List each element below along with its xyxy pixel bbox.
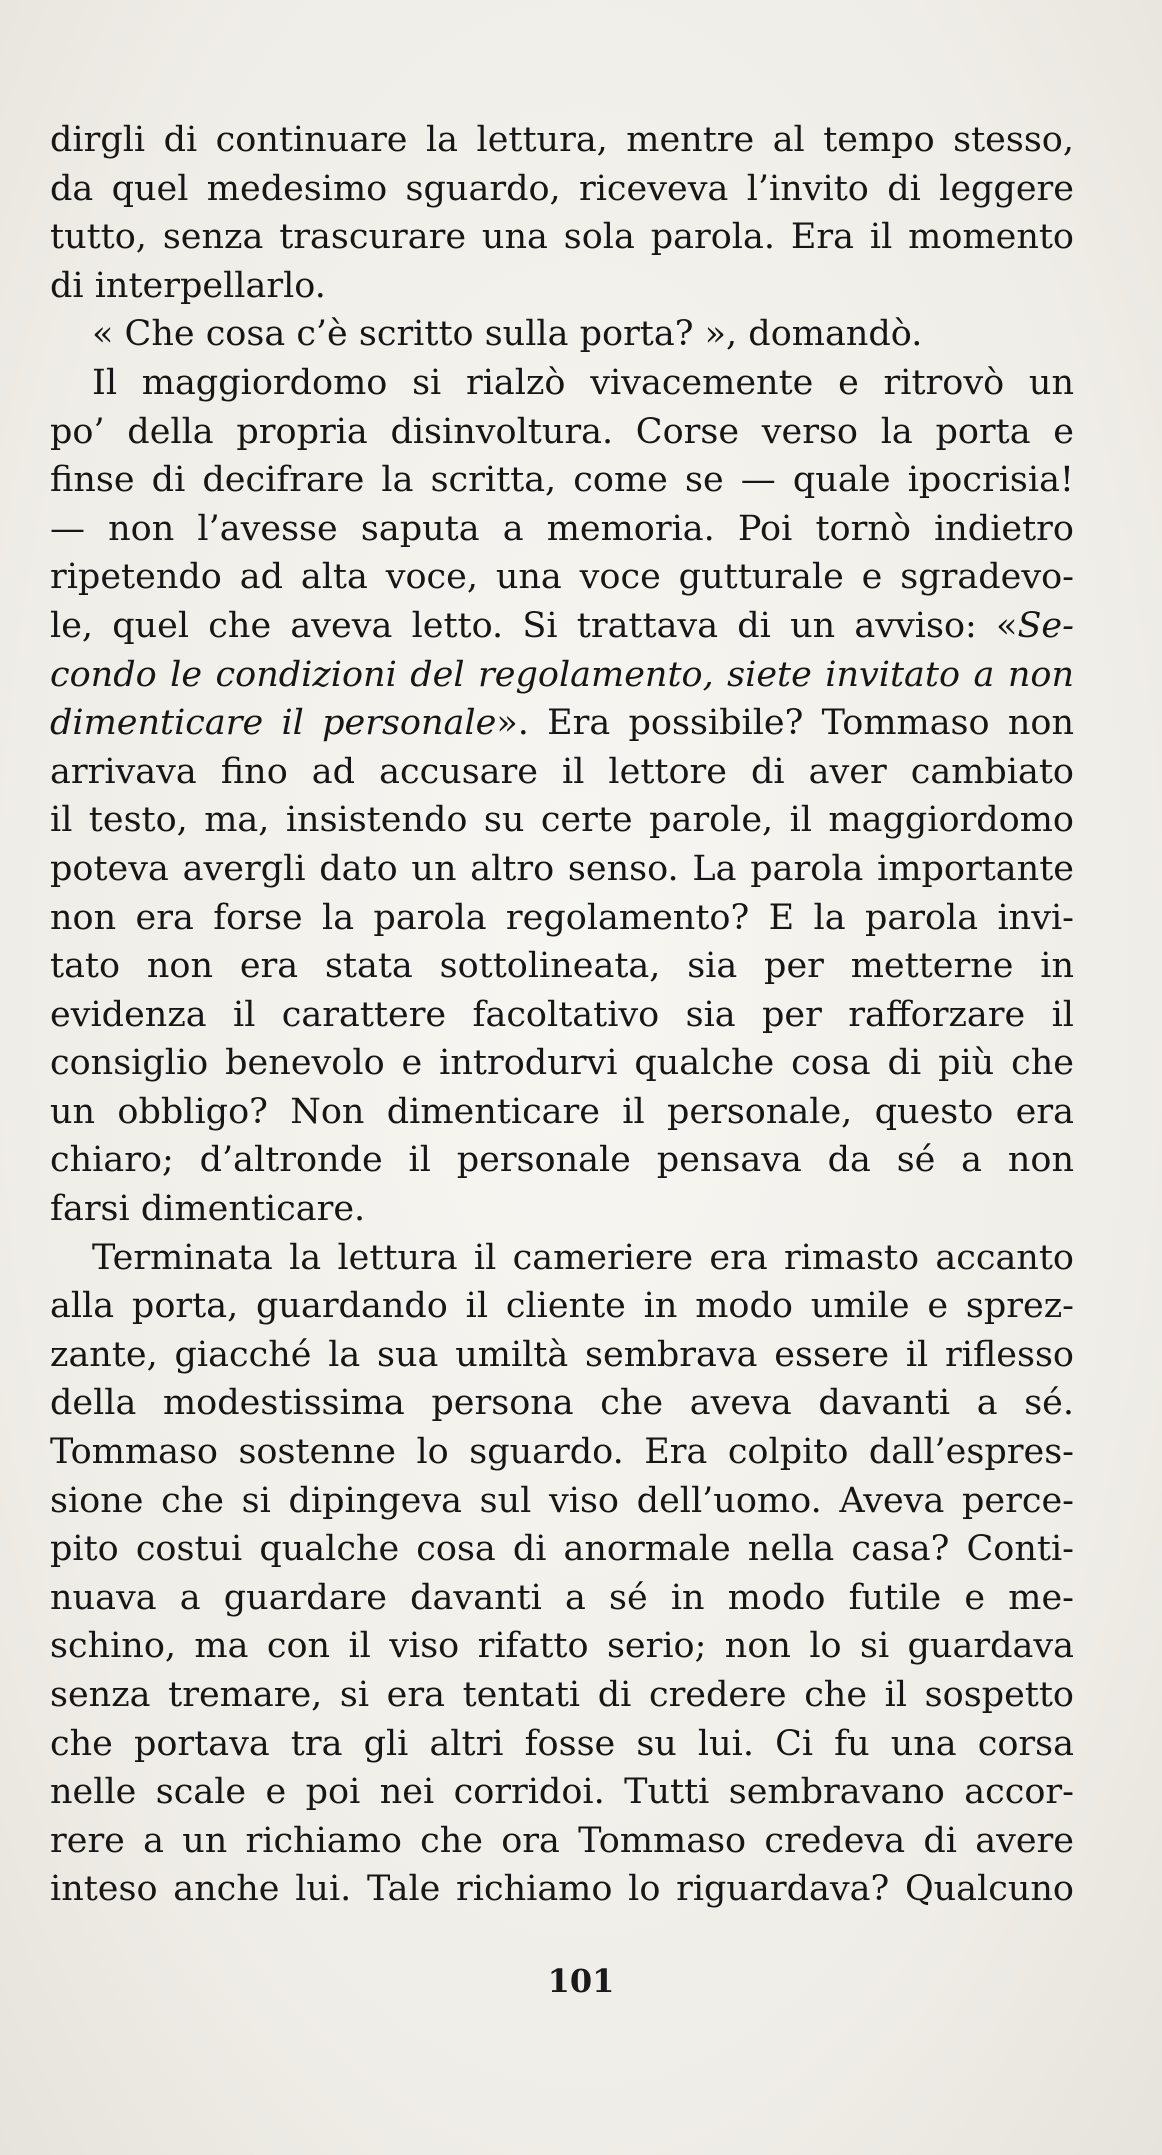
text-line: nuava a guardare davanti a sé in modo futile e me- (50, 1577, 1074, 1618)
text-line: rere a un richiamo che ora Tommaso credeva di avere (50, 1820, 1074, 1861)
page-number: 101 (547, 1962, 615, 2000)
text-line: sione che si dipingeva sul viso dell’uomo. Aveva perce- (50, 1480, 1074, 1521)
text-segment: « (996, 605, 1018, 646)
text-line: ripetendo ad alta voce, una voce gutturale e sgradevo- (50, 557, 1074, 598)
body-text (50, 116, 1074, 1914)
text-line: « Che cosa c’è scritto sulla porta? », domandò. (92, 314, 923, 355)
text-line: della modestissima persona che aveva davanti a sé. (50, 1383, 1074, 1424)
text-line: nelle scale e poi nei corridoi. Tutti sembravano accor- (50, 1772, 1074, 1813)
text-line: non era forse la parola regolamento? E la parola invi- (50, 897, 1074, 938)
text-line: un obbligo? Non dimenticare il personale, questo era (50, 1091, 1074, 1132)
text-line: finse di decifrare la scritta, come se — quale ipocrisia! (50, 460, 1074, 501)
text-line: Terminata la lettura il cameriere era rimasto accanto (92, 1237, 1074, 1278)
text-segment: ». Era possibile? Tommaso non (496, 703, 1074, 744)
text-line: inteso anche lui. Tale richiamo lo riguardava? Qualcuno (50, 1869, 1074, 1910)
text-line: alla porta, guardando il cliente in modo umile e sprez- (50, 1286, 1074, 1327)
text-line: evidenza il carattere facoltativo sia per rafforzare il (50, 994, 1074, 1035)
text-line: tato non era stata sottolineata, sia per metterne in (50, 946, 1074, 987)
text-line: che portava tra gli altri fosse su lui. Ci fu una corsa (50, 1723, 1074, 1764)
italic-line: condo le condizioni del regolamento, siete invitato a non (50, 654, 1074, 695)
text-line: tutto, senza trascurare una sola parola. Era il momento (50, 217, 1074, 258)
text-line: dirgli di continuare la lettura, mentre al tempo stesso, (50, 120, 1074, 160)
text-line: — non l’avesse saputa a memoria. Poi tornò indietro (50, 508, 1074, 549)
text-line: farsi dimenticare. (50, 1189, 366, 1230)
text-line: consiglio benevolo e introdurvi qualche cosa di più che (50, 1043, 1074, 1084)
text-line: Il maggiordomo si rialzò vivacemente e ritrovò un (92, 362, 1074, 403)
text-line: senza tremare, si era tentati di credere che il sospetto (50, 1675, 1074, 1715)
text-line: il testo, ma, insistendo su certe parole, il maggiordomo (50, 800, 1074, 841)
text-line: po’ della propria disinvoltura. Corse verso la porta e (50, 411, 1074, 452)
text-line (50, 602, 1074, 651)
text-line: poteva avergli dato un altro senso. La parola importante (50, 848, 1074, 889)
text-line: di interpellarlo. (50, 265, 326, 306)
text-segment: le, quel che aveva letto. Si trattava di un avviso: (50, 605, 977, 646)
text-line: Tommaso sostenne lo sguardo. Era colpito dall’espres- (50, 1432, 1074, 1473)
text-line: da quel medesimo sguardo, riceveva l’invito di leggere (50, 168, 1074, 209)
italic-text: dimenticare il personale (50, 703, 497, 744)
text-line: chiaro; d’altronde il personale pensava da sé a non (50, 1140, 1074, 1181)
italic-text: Se- (1017, 605, 1074, 646)
text-line: pito costui qualche cosa di anormale nella casa? Conti- (50, 1529, 1074, 1570)
text-line: arrivava fino ad accusare il lettore di aver cambiato (50, 751, 1074, 792)
text-line (50, 699, 1074, 748)
text-line: schino, ma con il viso rifatto serio; non lo si guardava (50, 1626, 1074, 1667)
text-line: zante, giacché la sua umiltà sembrava essere il riflesso (50, 1334, 1074, 1375)
